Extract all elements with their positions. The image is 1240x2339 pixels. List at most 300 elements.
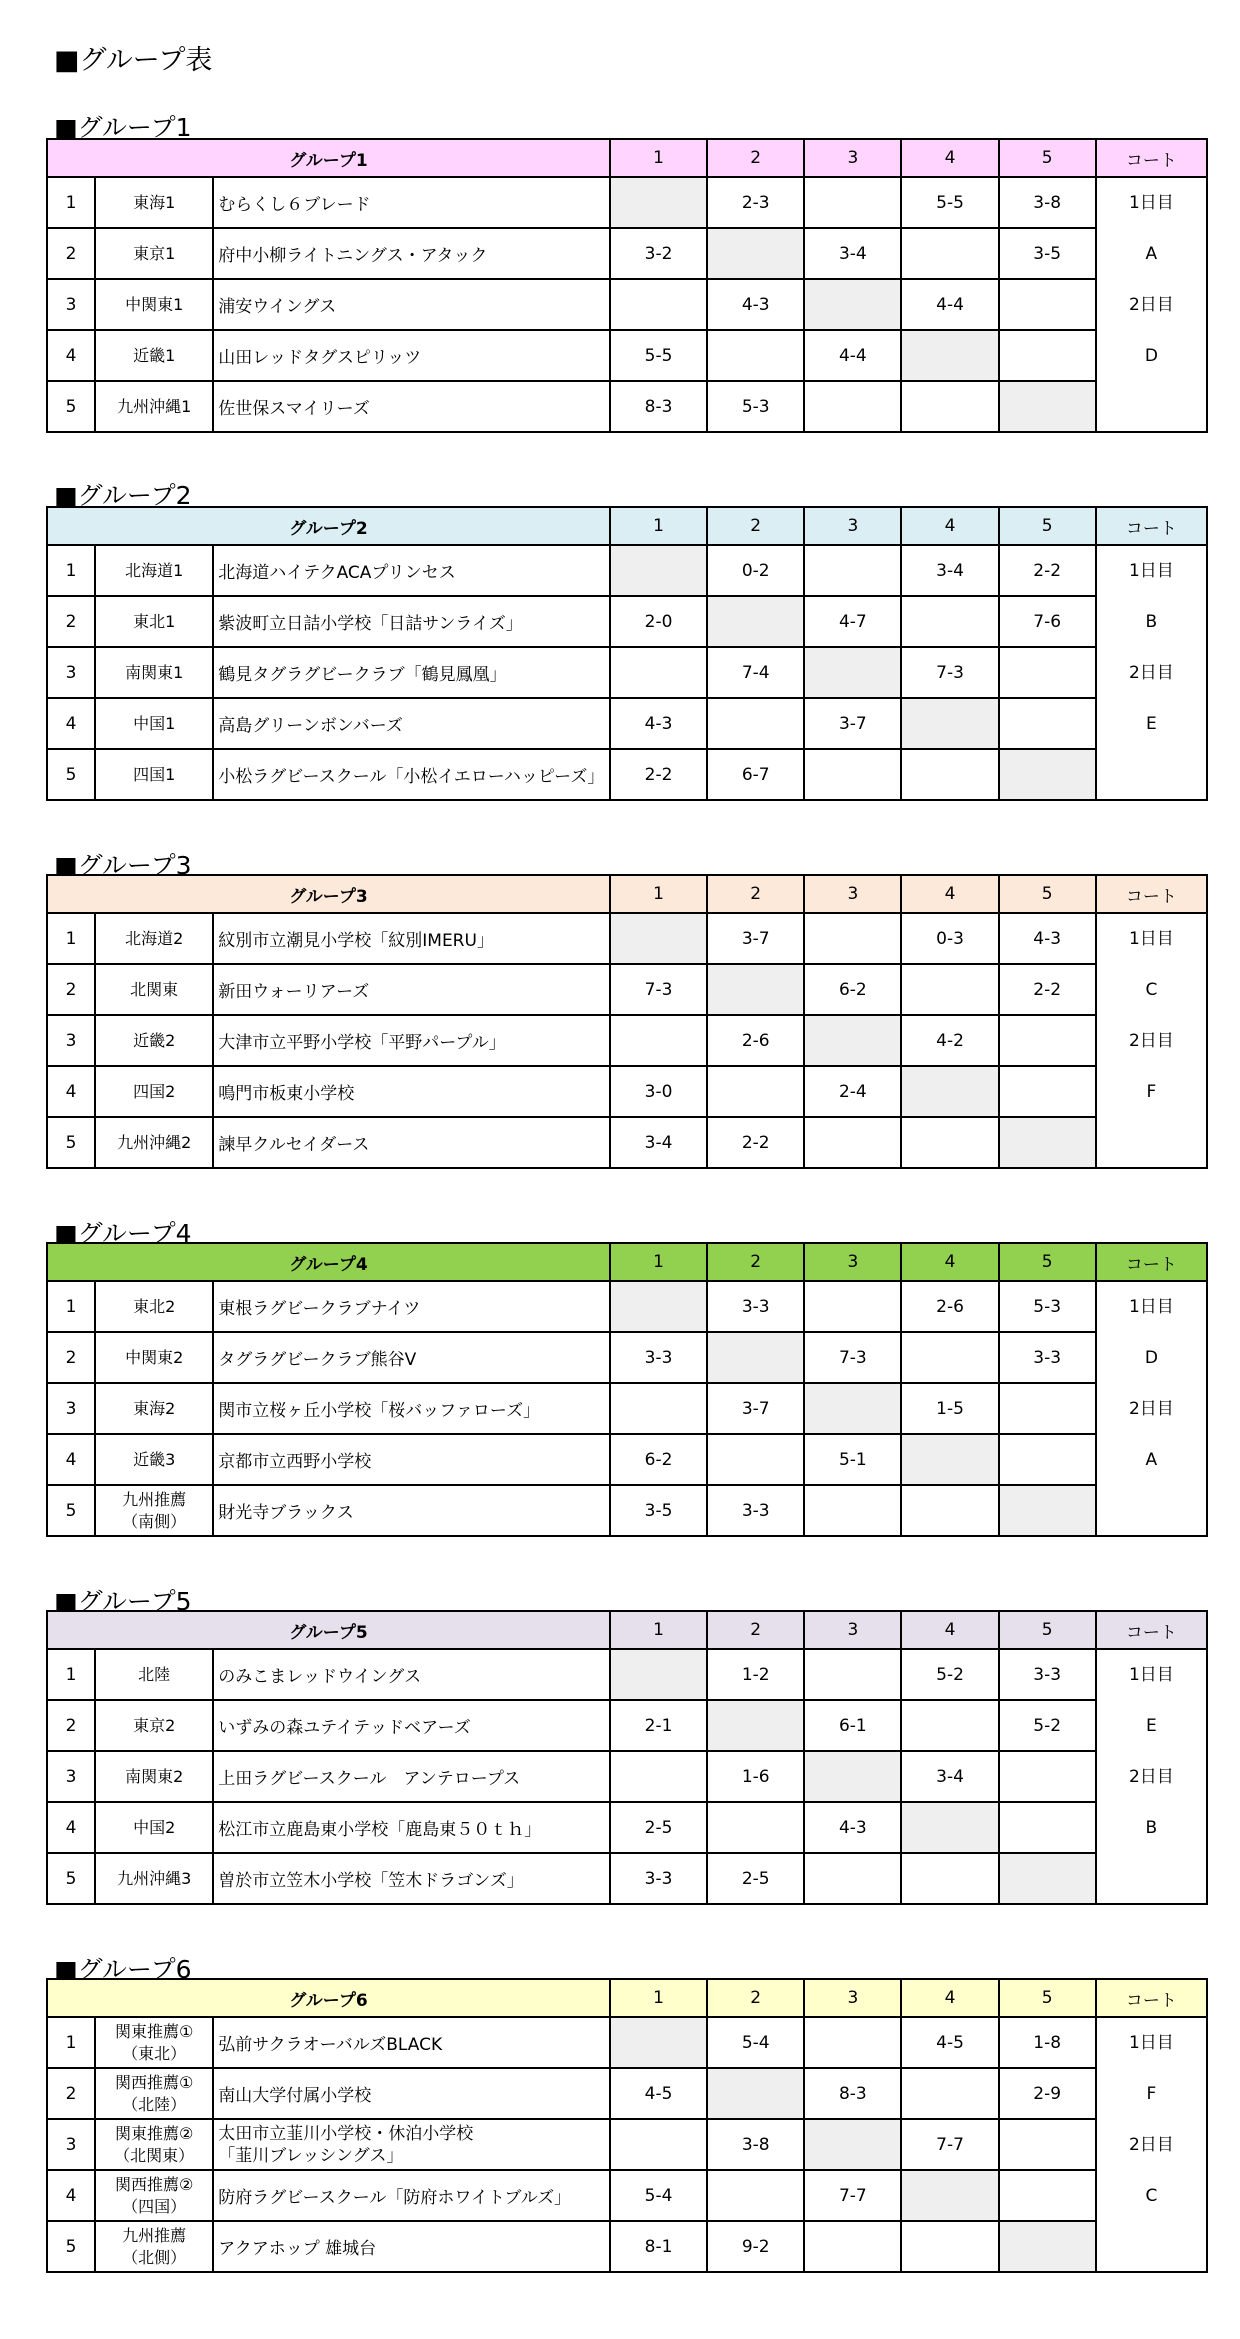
table-row (47, 545, 1207, 596)
region-cell: 北海道1 (95, 545, 213, 596)
score-cell (610, 647, 707, 698)
score-cell (901, 964, 998, 1015)
team-name: のみこまレッドウイングス (213, 1649, 610, 1700)
table-row (47, 1485, 1207, 1536)
score-cell (610, 913, 707, 964)
score-cell: 6-7 (707, 749, 804, 800)
score-cell (804, 2017, 901, 2068)
region-cell: 関西推薦① （北陸） (95, 2068, 213, 2119)
region-cell: 中国2 (95, 1802, 213, 1853)
opponent-header-4: 4 (901, 1243, 998, 1281)
header-row (47, 1611, 1207, 1649)
opponent-header-3: 3 (804, 1979, 901, 2017)
opponent-header-5: 5 (999, 1243, 1096, 1281)
opponent-header-2: 2 (707, 1979, 804, 2017)
score-cell: 4-4 (901, 279, 998, 330)
row-number: 1 (47, 1649, 95, 1700)
row-number: 4 (47, 698, 95, 749)
court-schedule (1097, 1282, 1206, 1486)
row-number: 3 (47, 1383, 95, 1434)
score-cell (707, 1066, 804, 1117)
score-cell: 3-7 (707, 1383, 804, 1434)
score-cell (901, 330, 998, 381)
score-cell: 5-5 (610, 330, 707, 381)
score-cell: 5-2 (999, 1700, 1096, 1751)
score-cell: 3-4 (901, 1751, 998, 1802)
region-cell: 四国2 (95, 1066, 213, 1117)
score-cell: 3-3 (999, 1332, 1096, 1383)
row-number: 4 (47, 1434, 95, 1485)
score-cell (610, 1751, 707, 1802)
row-number: 4 (47, 330, 95, 381)
table-row (47, 2017, 1207, 2068)
court-letter: A (1145, 1450, 1158, 1470)
score-cell (901, 1485, 998, 1536)
table-row (47, 1117, 1207, 1168)
court-letter: E (1146, 714, 1157, 734)
score-cell: 3-2 (610, 228, 707, 279)
score-cell (707, 596, 804, 647)
row-number: 1 (47, 177, 95, 228)
score-cell: 4-2 (901, 1015, 998, 1066)
table-row (47, 2068, 1207, 2119)
score-cell: 6-1 (804, 1700, 901, 1751)
row-number: 2 (47, 1700, 95, 1751)
row-number: 5 (47, 1853, 95, 1904)
row-number: 1 (47, 545, 95, 596)
score-cell (707, 228, 804, 279)
team-name: 府中小柳ライトニングス・アタック (213, 228, 610, 279)
opponent-header-1: 1 (610, 1611, 707, 1649)
score-cell (610, 2017, 707, 2068)
score-cell: 2-2 (610, 749, 707, 800)
region-cell: 近畿1 (95, 330, 213, 381)
score-cell: 3-4 (804, 228, 901, 279)
score-cell (901, 698, 998, 749)
region-cell: 東北1 (95, 596, 213, 647)
table-row (47, 1332, 1207, 1383)
team-name: 大津市立平野小学校「平野パープル」 (213, 1015, 610, 1066)
score-cell (804, 545, 901, 596)
score-cell: 5-3 (999, 1281, 1096, 1332)
table-row (47, 913, 1207, 964)
team-name: 山田レッドタグスピリッツ (213, 330, 610, 381)
group-table (46, 1978, 1208, 2273)
score-cell: 7-4 (707, 647, 804, 698)
score-cell: 5-5 (901, 177, 998, 228)
table-row (47, 964, 1207, 1015)
row-number: 5 (47, 381, 95, 432)
table-row (47, 1383, 1207, 1434)
score-cell (999, 381, 1096, 432)
court-day-label: 1日目 (1128, 929, 1174, 949)
table-row (47, 2170, 1207, 2221)
score-cell: 4-5 (610, 2068, 707, 2119)
table-row (47, 1649, 1207, 1700)
row-number: 3 (47, 2119, 95, 2170)
score-cell: 5-3 (707, 381, 804, 432)
table-row (47, 2119, 1207, 2170)
region-cell: 九州推薦 （南側） (95, 1485, 213, 1536)
table-row (47, 330, 1207, 381)
score-cell: 4-4 (804, 330, 901, 381)
score-cell (901, 1853, 998, 1904)
opponent-header-2: 2 (707, 1243, 804, 1281)
court-letter: F (1146, 1082, 1157, 1102)
table-row (47, 1434, 1207, 1485)
table-row (47, 647, 1207, 698)
score-cell (610, 1015, 707, 1066)
region-cell: 中関東2 (95, 1332, 213, 1383)
team-name: 鶴見タグラグビークラブ「鶴見鳳凰」 (213, 647, 610, 698)
opponent-header-1: 1 (610, 875, 707, 913)
score-cell (901, 2068, 998, 2119)
score-cell (901, 1434, 998, 1485)
opponent-header-3: 3 (804, 139, 901, 177)
score-cell: 8-1 (610, 2221, 707, 2272)
team-name: 上田ラグビースクール アンテロープス (213, 1751, 610, 1802)
opponent-header-2: 2 (707, 875, 804, 913)
region-cell: 北関東 (95, 964, 213, 1015)
court-day-label: 2日目 (1128, 663, 1174, 683)
court-cell (1096, 545, 1207, 800)
group-title: ■グループ5 (54, 1587, 192, 1616)
table-row (47, 1802, 1207, 1853)
score-cell: 2-2 (999, 964, 1096, 1015)
score-cell: 3-0 (610, 1066, 707, 1117)
court-letter: A (1145, 244, 1158, 264)
score-cell (804, 913, 901, 964)
region-cell: 九州推薦 （北側） (95, 2221, 213, 2272)
opponent-header-4: 4 (901, 1611, 998, 1649)
score-cell: 4-3 (999, 913, 1096, 964)
opponent-header-5: 5 (999, 139, 1096, 177)
score-cell: 3-5 (610, 1485, 707, 1536)
score-cell: 5-1 (804, 1434, 901, 1485)
score-cell (999, 1802, 1096, 1853)
region-cell: 関西推薦② （四国） (95, 2170, 213, 2221)
row-number: 2 (47, 228, 95, 279)
score-cell: 7-6 (999, 596, 1096, 647)
score-cell (707, 2068, 804, 2119)
court-cell (1096, 177, 1207, 432)
score-cell (804, 279, 901, 330)
row-number: 1 (47, 1281, 95, 1332)
court-day-label: 2日目 (1128, 295, 1174, 315)
score-cell (901, 2170, 998, 2221)
score-cell (999, 1117, 1096, 1168)
row-number: 2 (47, 2068, 95, 2119)
row-number: 1 (47, 913, 95, 964)
row-number: 1 (47, 2017, 95, 2068)
court-header: コート (1096, 507, 1207, 545)
court-day-label: 1日目 (1128, 561, 1174, 581)
score-cell (901, 1117, 998, 1168)
region-cell: 関東推薦① （東北） (95, 2017, 213, 2068)
score-cell: 3-8 (707, 2119, 804, 2170)
row-number: 3 (47, 1015, 95, 1066)
table-row (47, 381, 1207, 432)
group-table (46, 138, 1208, 433)
group-name-header: グループ4 (47, 1243, 610, 1281)
score-cell: 2-3 (707, 177, 804, 228)
opponent-header-1: 1 (610, 139, 707, 177)
table-row (47, 1751, 1207, 1802)
score-cell: 4-3 (707, 279, 804, 330)
court-letter: C (1145, 980, 1158, 1000)
score-cell: 3-3 (610, 1853, 707, 1904)
opponent-header-2: 2 (707, 139, 804, 177)
score-cell: 7-3 (610, 964, 707, 1015)
header-row (47, 139, 1207, 177)
team-name: 松江市立鹿島東小学校「鹿島東５０ｔｈ」 (213, 1802, 610, 1853)
score-cell (901, 1332, 998, 1383)
group-table (46, 1242, 1208, 1537)
opponent-header-4: 4 (901, 1979, 998, 2017)
group-name-header: グループ6 (47, 1979, 610, 2017)
score-cell (999, 1853, 1096, 1904)
region-cell: 近畿3 (95, 1434, 213, 1485)
score-cell (999, 1485, 1096, 1536)
table-row (47, 1853, 1207, 1904)
court-header: コート (1096, 1979, 1207, 2017)
score-cell (901, 1700, 998, 1751)
score-cell (999, 2119, 1096, 2170)
score-cell: 4-3 (610, 698, 707, 749)
region-cell: 北海道2 (95, 913, 213, 964)
team-name: 関市立桜ヶ丘小学校「桜バッファローズ」 (213, 1383, 610, 1434)
score-cell (901, 1802, 998, 1853)
table-row (47, 1066, 1207, 1117)
opponent-header-3: 3 (804, 1611, 901, 1649)
score-cell: 2-0 (610, 596, 707, 647)
score-cell: 9-2 (707, 2221, 804, 2272)
score-cell (901, 381, 998, 432)
score-cell (999, 1015, 1096, 1066)
score-cell: 0-3 (901, 913, 998, 964)
score-cell (999, 749, 1096, 800)
score-cell (707, 2170, 804, 2221)
score-cell (804, 1117, 901, 1168)
row-number: 3 (47, 647, 95, 698)
region-cell: 北陸 (95, 1649, 213, 1700)
score-cell: 7-7 (804, 2170, 901, 2221)
score-cell (901, 596, 998, 647)
score-cell (804, 1015, 901, 1066)
team-name: 高島グリーンボンバーズ (213, 698, 610, 749)
row-number: 3 (47, 279, 95, 330)
court-letter: E (1146, 1716, 1157, 1736)
score-cell (901, 749, 998, 800)
region-cell: 関東推薦② （北関東） (95, 2119, 213, 2170)
group-table (46, 506, 1208, 801)
opponent-header-5: 5 (999, 507, 1096, 545)
region-cell: 九州沖縄3 (95, 1853, 213, 1904)
score-cell (804, 381, 901, 432)
team-name: 紫波町立日詰小学校「日詰サンライズ」 (213, 596, 610, 647)
row-number: 2 (47, 1332, 95, 1383)
team-name: 小松ラグビースクール「小松イエローハッピーズ」 (213, 749, 610, 800)
score-cell: 2-2 (707, 1117, 804, 1168)
score-cell (999, 279, 1096, 330)
row-number: 2 (47, 596, 95, 647)
court-letter: C (1145, 2186, 1158, 2206)
header-row (47, 1243, 1207, 1281)
team-name: 紋別市立潮見小学校「紋別IMERU」 (213, 913, 610, 964)
score-cell: 0-2 (707, 545, 804, 596)
score-cell (804, 177, 901, 228)
score-cell: 7-3 (901, 647, 998, 698)
score-cell (901, 2221, 998, 2272)
score-cell (999, 1066, 1096, 1117)
score-cell (707, 698, 804, 749)
opponent-header-3: 3 (804, 1243, 901, 1281)
court-letter: F (1146, 2084, 1157, 2104)
score-cell: 2-5 (707, 1853, 804, 1904)
group-title: ■グループ4 (54, 1219, 192, 1248)
score-cell (999, 2221, 1096, 2272)
group-title: ■グループ2 (54, 481, 192, 510)
score-cell: 6-2 (804, 964, 901, 1015)
score-cell (999, 647, 1096, 698)
score-cell (610, 279, 707, 330)
team-name: むらくし６ブレード (213, 177, 610, 228)
court-schedule (1097, 914, 1206, 1118)
court-day-label: 2日目 (1128, 1031, 1174, 1051)
team-name: 防府ラグビースクール「防府ホワイトブルズ」 (213, 2170, 610, 2221)
score-cell (804, 1281, 901, 1332)
team-name: アクアホップ 雄城台 (213, 2221, 610, 2272)
score-cell (901, 228, 998, 279)
score-cell: 3-4 (610, 1117, 707, 1168)
score-cell (707, 1332, 804, 1383)
score-cell (804, 749, 901, 800)
region-cell: 四国1 (95, 749, 213, 800)
table-row (47, 177, 1207, 228)
score-cell (999, 1751, 1096, 1802)
region-cell: 東海2 (95, 1383, 213, 1434)
opponent-header-5: 5 (999, 1611, 1096, 1649)
score-cell: 3-7 (707, 913, 804, 964)
team-name: 佐世保スマイリーズ (213, 381, 610, 432)
court-letter: B (1145, 612, 1158, 632)
score-cell (804, 647, 901, 698)
region-cell: 東京1 (95, 228, 213, 279)
row-number: 5 (47, 1117, 95, 1168)
team-name: 諫早クルセイダース (213, 1117, 610, 1168)
opponent-header-4: 4 (901, 875, 998, 913)
score-cell: 5-4 (610, 2170, 707, 2221)
score-cell: 4-5 (901, 2017, 998, 2068)
score-cell (999, 1434, 1096, 1485)
score-cell: 3-4 (901, 545, 998, 596)
region-cell: 九州沖縄1 (95, 381, 213, 432)
group-name-header: グループ3 (47, 875, 610, 913)
court-day-label: 1日目 (1128, 193, 1174, 213)
score-cell: 2-1 (610, 1700, 707, 1751)
team-name: 北海道ハイテクACAプリンセス (213, 545, 610, 596)
score-cell (707, 1434, 804, 1485)
team-name: 京都市立西野小学校 (213, 1434, 610, 1485)
court-day-label: 1日目 (1128, 1665, 1174, 1685)
team-name: 太田市立韮川小学校・休泊小学校 「韮川ブレッシングス」 (213, 2119, 610, 2170)
header-row (47, 875, 1207, 913)
court-cell (1096, 1281, 1207, 1536)
table-row (47, 698, 1207, 749)
page-title: ■グループ表 (54, 45, 213, 76)
score-cell: 2-4 (804, 1066, 901, 1117)
score-cell (999, 330, 1096, 381)
score-cell (610, 1383, 707, 1434)
opponent-header-1: 1 (610, 507, 707, 545)
score-cell (999, 2170, 1096, 2221)
region-cell: 近畿2 (95, 1015, 213, 1066)
group-name-header: グループ5 (47, 1611, 610, 1649)
score-cell (901, 1066, 998, 1117)
score-cell (707, 1802, 804, 1853)
score-cell: 3-3 (707, 1485, 804, 1536)
region-cell: 南関東1 (95, 647, 213, 698)
opponent-header-5: 5 (999, 875, 1096, 913)
score-cell: 2-6 (901, 1281, 998, 1332)
opponent-header-1: 1 (610, 1979, 707, 2017)
court-letter: D (1144, 346, 1158, 366)
score-cell: 7-3 (804, 1332, 901, 1383)
score-cell: 3-8 (999, 177, 1096, 228)
score-cell: 3-3 (610, 1332, 707, 1383)
group-name-header: グループ1 (47, 139, 610, 177)
table-row (47, 1015, 1207, 1066)
region-cell: 中国1 (95, 698, 213, 749)
table-row (47, 228, 1207, 279)
region-cell: 東北2 (95, 1281, 213, 1332)
team-name: 鳴門市板東小学校 (213, 1066, 610, 1117)
score-cell (804, 1485, 901, 1536)
row-number: 5 (47, 2221, 95, 2272)
team-name: 財光寺ブラックス (213, 1485, 610, 1536)
court-header: コート (1096, 139, 1207, 177)
score-cell: 1-5 (901, 1383, 998, 1434)
score-cell: 3-7 (804, 698, 901, 749)
table-row (47, 749, 1207, 800)
row-number: 2 (47, 964, 95, 1015)
court-header: コート (1096, 1243, 1207, 1281)
score-cell (610, 177, 707, 228)
score-cell: 2-9 (999, 2068, 1096, 2119)
score-cell (707, 1700, 804, 1751)
row-number: 5 (47, 749, 95, 800)
score-cell: 3-3 (999, 1649, 1096, 1700)
court-letter: D (1144, 1348, 1158, 1368)
score-cell: 2-2 (999, 545, 1096, 596)
score-cell: 2-5 (610, 1802, 707, 1853)
group-name-header: グループ2 (47, 507, 610, 545)
team-name: いずみの森ユテイテッドベアーズ (213, 1700, 610, 1751)
group-table (46, 1610, 1208, 1905)
score-cell: 5-4 (707, 2017, 804, 2068)
opponent-header-4: 4 (901, 507, 998, 545)
court-day-label: 2日目 (1128, 2135, 1174, 2155)
score-cell (804, 1383, 901, 1434)
court-schedule (1097, 1650, 1206, 1854)
score-cell (707, 964, 804, 1015)
court-day-label: 1日目 (1128, 1297, 1174, 1317)
score-cell: 3-3 (707, 1281, 804, 1332)
score-cell: 7-7 (901, 2119, 998, 2170)
score-cell: 4-7 (804, 596, 901, 647)
court-schedule (1097, 178, 1206, 382)
score-cell: 1-8 (999, 2017, 1096, 2068)
